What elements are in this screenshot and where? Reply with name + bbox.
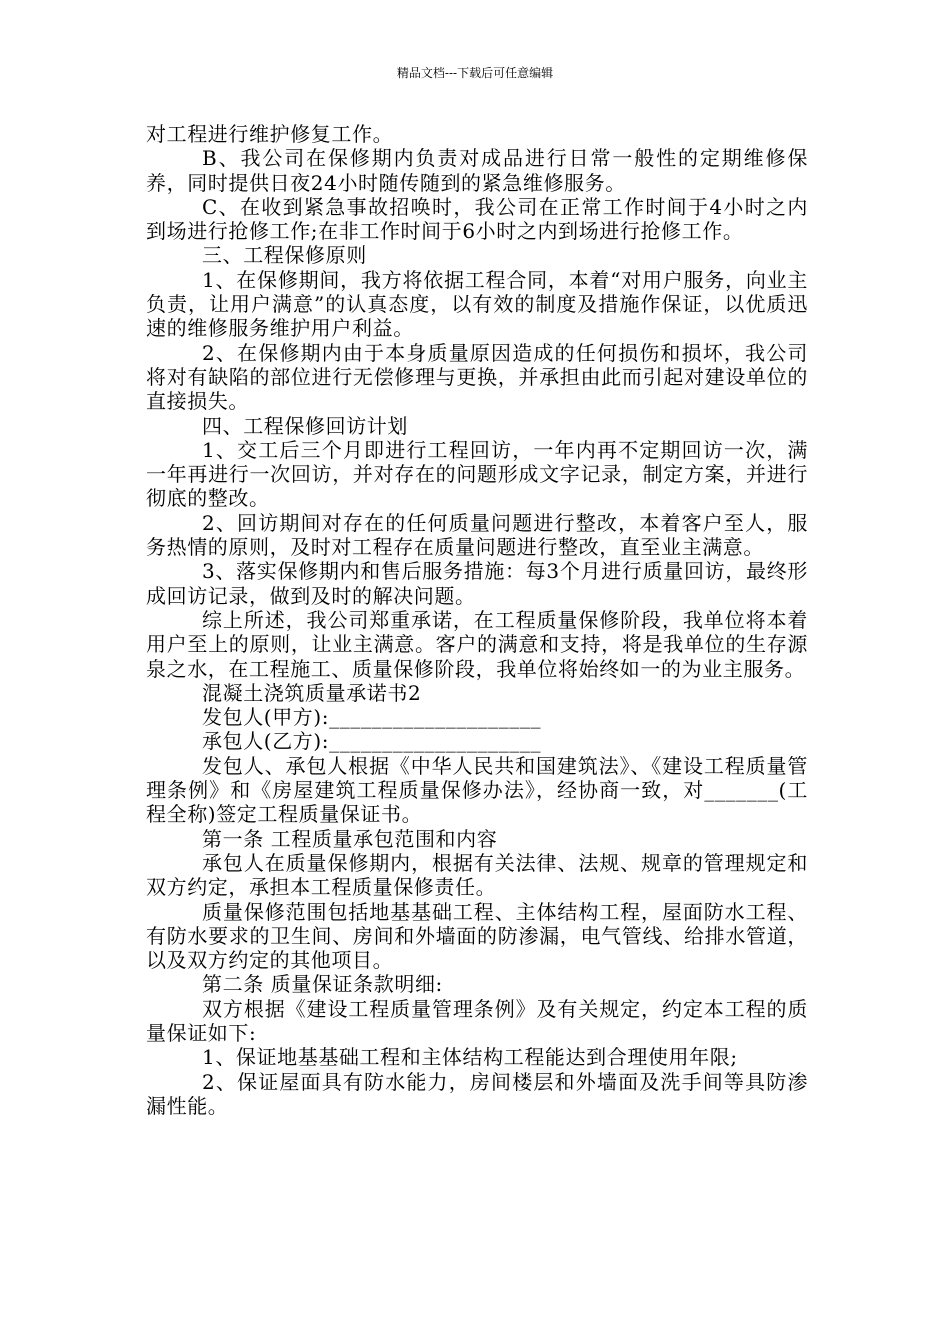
paragraph-9: 2、回访期间对存在的任何质量问题进行整改，本着客户至人，服务热情的原则，及时对工程存在质量问题进行整改，直至业主满意。 <box>146 510 808 560</box>
paragraph-21: 1、保证地基基础工程和主体结构工程能达到合理使用年限; <box>202 1045 738 1070</box>
section-heading-3: 三、工程保修原则 <box>202 243 367 268</box>
paragraph-22: 2、保证屋面具有防水能力，房间楼层和外墙面及洗手间等具防渗漏性能。 <box>146 1069 808 1118</box>
paragraph-6: 2、在保修期内由于本身质量原因造成的任何损伤和损坏，我公司将对有缺陷的部位进行无偿修理与更换，并承担由此而引起对建设单位的直接损失。 <box>146 340 808 414</box>
paragraph-5: 1、在保修期间，我方将依据工程合同，本着“对用户服务，向业主负责，让用户满意”的认真态度，以有效的制度及措施作保证，以优质迅速的维修服务维护用户利益。 <box>146 267 808 341</box>
paragraph-1: 对工程进行维护修复工作。 <box>146 122 394 146</box>
page-header: 精品文档---下载后可任意编辑 <box>396 66 554 80</box>
document-title-2: 混凝土浇筑质量承诺书2 <box>202 680 422 705</box>
article-2-heading: 第二条 质量保证条款明细: <box>202 972 443 997</box>
paragraph-10: 3、落实保修期内和售后服务措施：每3个月进行质量回访，最终形成回访记录，做到及时的解决问题。 <box>146 559 808 608</box>
section-heading-4: 四、工程保修回访计划 <box>202 413 408 438</box>
article-1-heading: 第一条 工程质量承包范围和内容 <box>202 826 498 851</box>
paragraph-2: B、我公司在保修期内负责对成品进行日常一般性的定期维修保养，同时提供日夜24小时随传随到的紧急维修服务。 <box>146 146 808 195</box>
document-body <box>146 122 808 1118</box>
party-b-line: 承包人(乙方):____________________ <box>202 729 542 754</box>
paragraph-20: 双方根据《建设工程质量管理条例》及有关规定，约定本工程的质量保证如下: <box>146 996 808 1045</box>
paragraph-18: 质量保修范围包括地基基础工程、主体结构工程，屋面防水工程、有防水要求的卫生间、房间和外墙面的防渗漏，电气管线、给排水管道，以及双方约定的其他项目。 <box>146 899 808 973</box>
paragraph-15: 发包人、承包人根据《中华人民共和国建筑法》、《建设工程质量管理条例》和《房屋建筑工程质量保修办法》，经协商一致，对_______(工程全称)签定工程质量保证书。 <box>146 753 808 827</box>
paragraph-17: 承包人在质量保修期内，根据有关法律、法规、规章的管理规定和双方约定，承担本工程质量保修责任。 <box>146 850 808 900</box>
paragraph-8: 1、交工后三个月即进行工程回访，一年内再不定期回访一次，满一年再进行一次回访，并对存在的问题形成文字记录，制定方案，并进行彻底的整改。 <box>146 437 808 511</box>
party-a-line: 发包人(甲方):____________________ <box>202 705 542 730</box>
paragraph-3: C、在收到紧急事故招唤时，我公司在正常工作时间于4小时之内到场进行抢修工作;在非工作时间于6小时之内到场进行抢修工作。 <box>146 194 808 244</box>
paragraph-11: 综上所述，我公司郑重承诺，在工程质量保修阶段，我单位将本着用户至上的原则，让业主满意。客户的满意和支持，将是我单位的生存源泉之水，在工程施工、质量保修阶段，我单位将始终如一的为业主服务。 <box>146 607 808 681</box>
